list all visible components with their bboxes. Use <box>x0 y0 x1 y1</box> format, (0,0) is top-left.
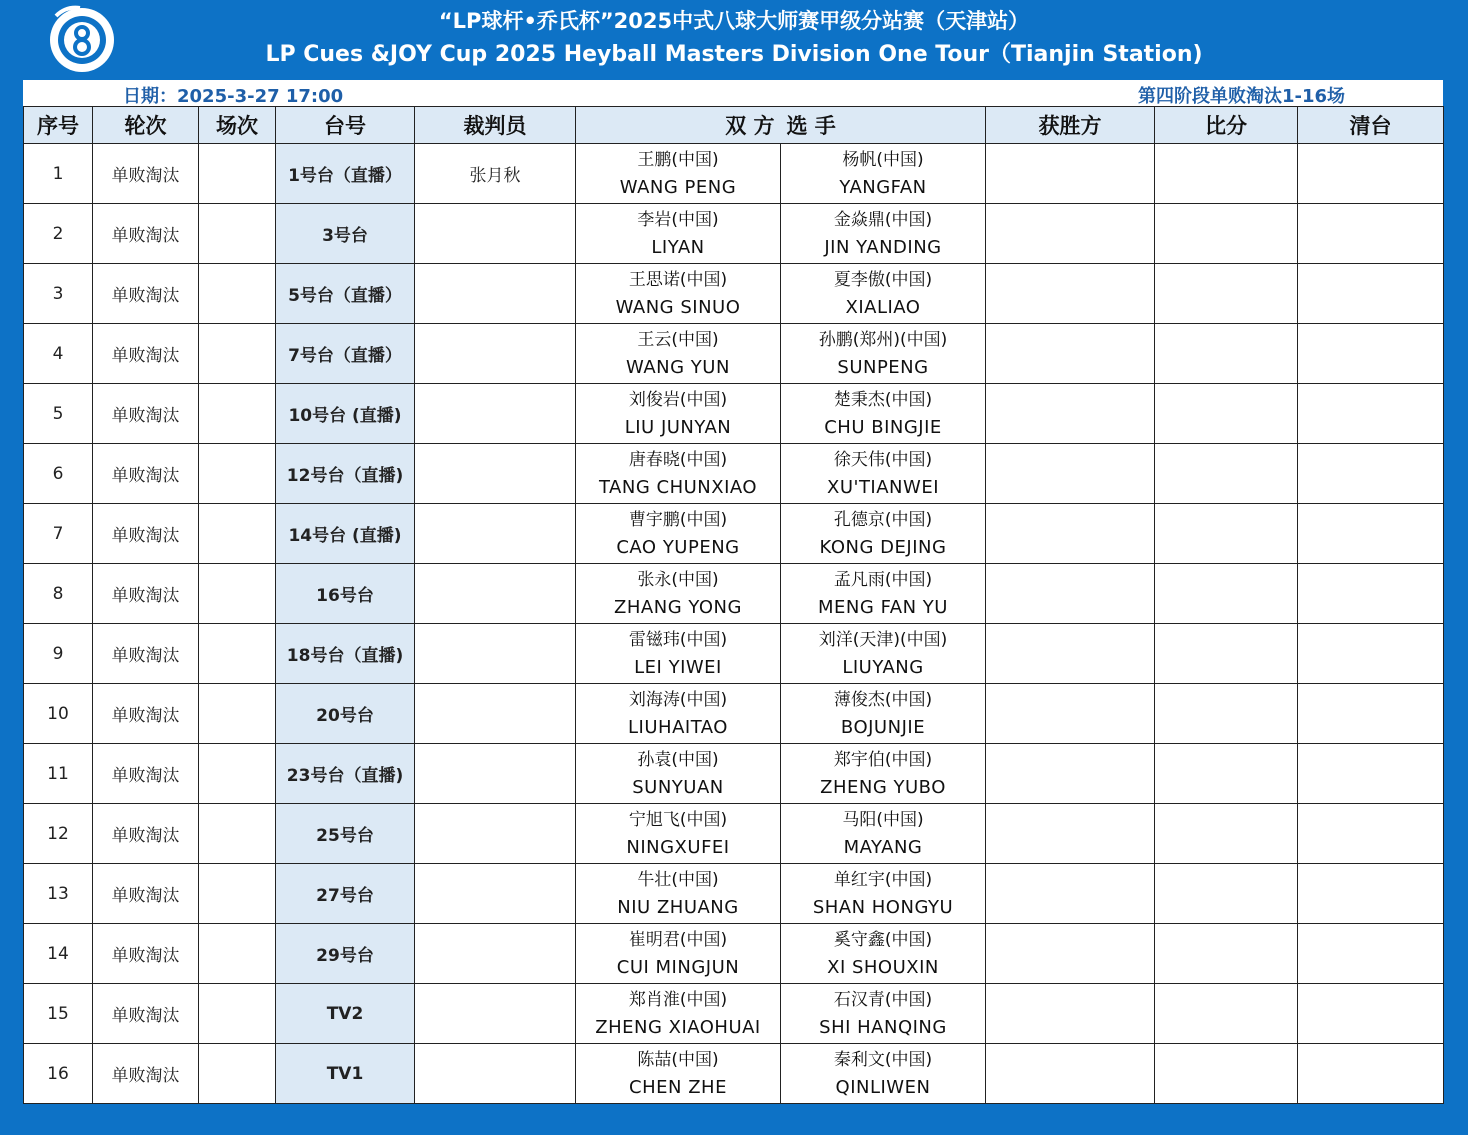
row-referee <box>415 684 576 744</box>
row-match <box>199 744 276 804</box>
row-no: 16 <box>24 1044 93 1104</box>
row-table: 18号台（直播) <box>276 624 415 684</box>
row-clear <box>1298 744 1444 804</box>
player-name-en: LIYAN <box>651 236 705 258</box>
row-player1 <box>576 564 781 624</box>
table-row <box>24 804 1444 864</box>
row-round: 单败淘汰 <box>93 984 199 1044</box>
player-name-en: XU'TIANWEI <box>826 476 939 498</box>
table-row <box>24 744 1444 804</box>
table-row <box>24 264 1444 324</box>
table-row <box>24 564 1444 624</box>
stage-label: 第四阶段单败淘汰1-16场 <box>1137 86 1345 107</box>
row-score <box>1155 864 1298 924</box>
row-table: 3号台 <box>276 204 415 264</box>
row-player2 <box>781 444 986 504</box>
player-name-zh: 夏李傲(中国) <box>833 269 933 290</box>
row-match <box>199 624 276 684</box>
player-name-en: WANG PENG <box>619 176 737 198</box>
row-player1 <box>576 444 781 504</box>
row-clear <box>1298 864 1444 924</box>
player-name-en: ZHENG XIAOHUAI <box>595 1016 761 1038</box>
row-match <box>199 264 276 324</box>
row-table: 7号台（直播） <box>276 324 415 384</box>
row-player1 <box>576 984 781 1044</box>
row-clear <box>1298 324 1444 384</box>
row-winner <box>986 924 1155 984</box>
player-name-en: SUNPENG <box>837 356 929 378</box>
player-name-en: MENG FAN YU <box>818 596 948 618</box>
row-clear <box>1298 1044 1444 1104</box>
player-name-zh: 牛壮(中国) <box>637 869 719 890</box>
player-name-zh: 奚守鑫(中国) <box>833 929 933 950</box>
row-player1 <box>576 924 781 984</box>
row-no: 6 <box>24 444 93 504</box>
row-match <box>199 924 276 984</box>
player-name-en: WANG YUN <box>626 356 730 378</box>
row-clear <box>1298 144 1444 204</box>
player-name-zh: 宁旭飞(中国) <box>628 809 728 830</box>
row-score <box>1155 624 1298 684</box>
row-match <box>199 444 276 504</box>
row-no: 8 <box>24 564 93 624</box>
row-no: 15 <box>24 984 93 1044</box>
row-score <box>1155 744 1298 804</box>
row-score <box>1155 384 1298 444</box>
table-row <box>24 624 1444 684</box>
player-name-en: MAYANG <box>843 836 923 858</box>
row-winner <box>986 444 1155 504</box>
row-match <box>199 804 276 864</box>
row-referee <box>415 744 576 804</box>
row-referee: 张月秋 <box>415 144 576 204</box>
row-player1 <box>576 324 781 384</box>
player-name-zh: 唐春晓(中国) <box>628 449 728 470</box>
table-row <box>24 444 1444 504</box>
row-player1 <box>576 264 781 324</box>
row-table: 23号台（直播) <box>276 744 415 804</box>
player-name-zh: 刘海涛(中国) <box>628 689 728 710</box>
page-title-chinese: “LP球杆•乔氏杯”2025中式八球大师赛甲级分站赛（天津站） <box>438 9 1030 33</box>
table-row <box>24 504 1444 564</box>
row-round: 单败淘汰 <box>93 924 199 984</box>
row-player2 <box>781 144 986 204</box>
player-name-zh: 刘洋(天津)(中国) <box>818 629 948 650</box>
row-table: 1号台（直播） <box>276 144 415 204</box>
row-no: 4 <box>24 324 93 384</box>
row-match <box>199 984 276 1044</box>
row-player1 <box>576 744 781 804</box>
row-round: 单败淘汰 <box>93 144 199 204</box>
row-score <box>1155 444 1298 504</box>
row-clear <box>1298 384 1444 444</box>
player-name-zh: 雷镃玮(中国) <box>628 629 728 650</box>
row-clear <box>1298 564 1444 624</box>
row-player1 <box>576 384 781 444</box>
row-table: 27号台 <box>276 864 415 924</box>
player-name-en: SHI HANQING <box>819 1016 947 1038</box>
row-match <box>199 1044 276 1104</box>
row-player1 <box>576 684 781 744</box>
player-name-en: BOJUNJIE <box>840 716 926 738</box>
player-name-en: NIU ZHUANG <box>617 896 739 918</box>
table-row <box>24 144 1444 204</box>
row-match <box>199 864 276 924</box>
row-clear <box>1298 504 1444 564</box>
row-referee <box>415 864 576 924</box>
player-name-en: CUI MINGJUN <box>616 956 740 978</box>
row-score <box>1155 684 1298 744</box>
player-name-en: SUNYUAN <box>632 776 724 798</box>
row-player1 <box>576 204 781 264</box>
row-referee <box>415 444 576 504</box>
col-header-score: 比分 <box>1155 107 1298 144</box>
row-referee <box>415 1044 576 1104</box>
row-round: 单败淘汰 <box>93 264 199 324</box>
row-winner <box>986 984 1155 1044</box>
row-round: 单败淘汰 <box>93 204 199 264</box>
player-name-en: KONG DEJING <box>819 536 947 558</box>
player-name-zh: 孙袁(中国) <box>637 749 719 770</box>
table-row <box>24 684 1444 744</box>
row-player2 <box>781 264 986 324</box>
row-referee <box>415 624 576 684</box>
player-name-zh: 王鹏(中国) <box>637 149 719 170</box>
row-winner <box>986 504 1155 564</box>
row-score <box>1155 984 1298 1044</box>
player-name-zh: 王云(中国) <box>637 329 719 350</box>
row-player1 <box>576 864 781 924</box>
row-referee <box>415 804 576 864</box>
row-referee <box>415 324 576 384</box>
row-player2 <box>781 984 986 1044</box>
player-name-en: XI SHOUXIN <box>827 956 939 978</box>
row-winner <box>986 864 1155 924</box>
row-match <box>199 144 276 204</box>
row-player2 <box>781 1044 986 1104</box>
player-name-zh: 单红宇(中国) <box>833 869 933 890</box>
player-name-zh: 秦利文(中国) <box>833 1049 933 1070</box>
row-no: 13 <box>24 864 93 924</box>
row-winner <box>986 204 1155 264</box>
row-match <box>199 504 276 564</box>
player-name-zh: 孙鹏(郑州)(中国) <box>818 329 948 350</box>
col-header-table: 台号 <box>276 107 415 144</box>
row-table: TV1 <box>276 1044 415 1104</box>
row-clear <box>1298 924 1444 984</box>
schedule-sheet <box>23 80 1443 1104</box>
player-name-en: LEI YIWEI <box>634 656 722 678</box>
player-name-zh: 李岩(中国) <box>637 209 719 230</box>
row-score <box>1155 144 1298 204</box>
page-title-english: LP Cues &JOY Cup 2025 Heyball Masters Division One Tour（Tianjin Station) <box>265 42 1203 67</box>
player-name-en: ZHENG YUBO <box>820 776 946 798</box>
player-name-en: CHEN ZHE <box>629 1076 727 1098</box>
player-name-zh: 郑肖淮(中国) <box>628 989 728 1010</box>
table-row <box>24 864 1444 924</box>
row-score <box>1155 324 1298 384</box>
row-referee <box>415 564 576 624</box>
row-table: 25号台 <box>276 804 415 864</box>
row-round: 单败淘汰 <box>93 564 199 624</box>
row-player2 <box>781 624 986 684</box>
row-clear <box>1298 684 1444 744</box>
row-table: 5号台（直播） <box>276 264 415 324</box>
row-referee <box>415 504 576 564</box>
player-name-en: JIN YANDING <box>824 236 942 258</box>
row-player1 <box>576 624 781 684</box>
player-name-zh: 楚秉杰(中国) <box>833 389 933 410</box>
player-name-en: XIALIAO <box>845 296 921 318</box>
player-name-en: TANG CHUNXIAO <box>598 476 758 498</box>
row-table: 10号台 (直播) <box>276 384 415 444</box>
col-header-referee: 裁判员 <box>415 107 576 144</box>
col-header-winner: 获胜方 <box>986 107 1155 144</box>
row-table: 12号台（直播) <box>276 444 415 504</box>
row-referee <box>415 384 576 444</box>
table-row <box>24 204 1444 264</box>
col-header-clear: 清台 <box>1298 107 1444 144</box>
player-name-zh: 刘俊岩(中国) <box>628 389 728 410</box>
row-clear <box>1298 204 1444 264</box>
row-no: 7 <box>24 504 93 564</box>
row-round: 单败淘汰 <box>93 324 199 384</box>
table-row <box>24 384 1444 444</box>
row-round: 单败淘汰 <box>93 384 199 444</box>
row-winner <box>986 624 1155 684</box>
row-score <box>1155 564 1298 624</box>
row-winner <box>986 324 1155 384</box>
player-name-zh: 陈喆(中国) <box>637 1049 719 1070</box>
row-player2 <box>781 924 986 984</box>
row-match <box>199 204 276 264</box>
row-match <box>199 324 276 384</box>
row-score <box>1155 504 1298 564</box>
player-name-en: QINLIWEN <box>835 1076 931 1098</box>
player-name-en: LIUYANG <box>842 656 924 678</box>
row-clear <box>1298 624 1444 684</box>
row-player2 <box>781 324 986 384</box>
row-clear <box>1298 984 1444 1044</box>
row-player2 <box>781 564 986 624</box>
header-row <box>24 107 1444 144</box>
player-name-zh: 徐天伟(中国) <box>833 449 933 470</box>
player-name-en: CHU BINGJIE <box>824 416 942 438</box>
player-name-zh: 曹宇鹏(中国) <box>628 509 728 530</box>
row-no: 3 <box>24 264 93 324</box>
row-referee <box>415 924 576 984</box>
row-winner <box>986 384 1155 444</box>
row-winner <box>986 144 1155 204</box>
row-table: 16号台 <box>276 564 415 624</box>
col-header-no: 序号 <box>24 107 93 144</box>
row-no: 5 <box>24 384 93 444</box>
player-name-en: CAO YUPENG <box>616 536 740 558</box>
player-name-zh: 王思诺(中国) <box>628 269 728 290</box>
player-name-en: LIU JUNYAN <box>624 416 732 438</box>
player-name-zh: 薄俊杰(中国) <box>833 689 933 710</box>
row-no: 2 <box>24 204 93 264</box>
player-name-en: NINGXUFEI <box>626 836 730 858</box>
schedule-table <box>23 106 1444 1104</box>
row-no: 12 <box>24 804 93 864</box>
row-player2 <box>781 504 986 564</box>
row-player2 <box>781 804 986 864</box>
row-table: 14号台 (直播) <box>276 504 415 564</box>
row-round: 单败淘汰 <box>93 744 199 804</box>
row-winner <box>986 564 1155 624</box>
row-player1 <box>576 144 781 204</box>
row-player1 <box>576 804 781 864</box>
row-clear <box>1298 264 1444 324</box>
table-row <box>24 324 1444 384</box>
player-name-en: WANG SINUO <box>615 296 741 318</box>
row-round: 单败淘汰 <box>93 1044 199 1104</box>
row-player2 <box>781 864 986 924</box>
player-name-zh: 孔德京(中国) <box>833 509 933 530</box>
row-player1 <box>576 504 781 564</box>
row-winner <box>986 804 1155 864</box>
row-clear <box>1298 804 1444 864</box>
col-header-players-a: 双 方 <box>576 107 781 144</box>
row-no: 1 <box>24 144 93 204</box>
info-row <box>23 80 1443 106</box>
player-name-zh: 石汉青(中国) <box>833 989 933 1010</box>
player-name-zh: 郑宇伯(中国) <box>833 749 933 770</box>
row-score <box>1155 924 1298 984</box>
row-score <box>1155 204 1298 264</box>
row-table: 20号台 <box>276 684 415 744</box>
row-score <box>1155 1044 1298 1104</box>
row-round: 单败淘汰 <box>93 624 199 684</box>
player-name-zh: 杨帆(中国) <box>842 149 924 170</box>
row-no: 14 <box>24 924 93 984</box>
row-winner <box>986 264 1155 324</box>
match-date: 日期：2025-3-27 17:00 <box>123 86 344 107</box>
row-winner <box>986 1044 1155 1104</box>
row-match <box>199 564 276 624</box>
row-referee <box>415 984 576 1044</box>
row-no: 9 <box>24 624 93 684</box>
table-row <box>24 984 1444 1044</box>
row-round: 单败淘汰 <box>93 864 199 924</box>
schedule-rows <box>24 144 1444 1104</box>
table-row <box>24 1044 1444 1104</box>
row-no: 11 <box>24 744 93 804</box>
player-name-en: YANGFAN <box>839 176 927 198</box>
player-name-zh: 马阳(中国) <box>842 809 924 830</box>
col-header-players-b: 选 手 <box>781 107 986 144</box>
row-referee <box>415 264 576 324</box>
player-name-zh: 崔明君(中国) <box>628 929 728 950</box>
player-name-en: SHAN HONGYU <box>812 896 954 918</box>
row-player2 <box>781 744 986 804</box>
row-table: 29号台 <box>276 924 415 984</box>
row-match <box>199 684 276 744</box>
col-header-round: 轮次 <box>93 107 199 144</box>
col-header-match: 场次 <box>199 107 276 144</box>
player-name-zh: 金焱鼎(中国) <box>833 209 933 230</box>
player-name-zh: 孟凡雨(中国) <box>833 569 933 590</box>
row-player1 <box>576 1044 781 1104</box>
player-name-zh: 张永(中国) <box>637 569 719 590</box>
row-clear <box>1298 444 1444 504</box>
row-round: 单败淘汰 <box>93 804 199 864</box>
row-table: TV2 <box>276 984 415 1044</box>
player-name-en: LIUHAITAO <box>628 716 728 738</box>
row-score <box>1155 804 1298 864</box>
row-player2 <box>781 384 986 444</box>
row-no: 10 <box>24 684 93 744</box>
player-name-en: ZHANG YONG <box>614 596 742 618</box>
table-row <box>24 924 1444 984</box>
row-winner <box>986 684 1155 744</box>
row-match <box>199 384 276 444</box>
row-round: 单败淘汰 <box>93 444 199 504</box>
row-round: 单败淘汰 <box>93 504 199 564</box>
row-winner <box>986 744 1155 804</box>
row-player2 <box>781 684 986 744</box>
row-round: 单败淘汰 <box>93 684 199 744</box>
row-player2 <box>781 204 986 264</box>
row-score <box>1155 264 1298 324</box>
row-referee <box>415 204 576 264</box>
